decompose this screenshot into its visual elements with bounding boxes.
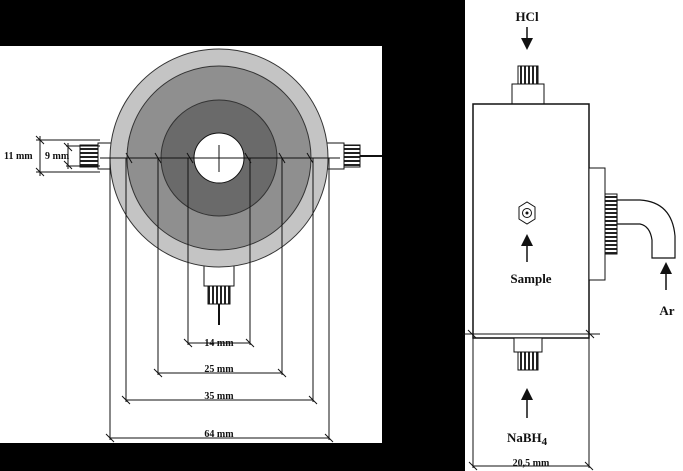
- dimension-25mm: [154, 364, 286, 377]
- right-fitting-icon: [326, 143, 382, 169]
- front-view: [4, 49, 382, 442]
- dim-25mm-label: 25 mm: [204, 364, 234, 375]
- dim-14mm-label: 14 mm: [204, 338, 234, 349]
- sample-label: Sample: [510, 271, 552, 286]
- dimension-14mm: [184, 338, 254, 349]
- ar-outlet-fitting-icon: [589, 168, 675, 280]
- top-fitting-icon: [512, 66, 544, 104]
- dimension-35mm: [122, 391, 317, 404]
- hcl-label: HCl: [515, 9, 539, 24]
- sample-port-icon: [519, 202, 535, 224]
- dim-9mm-label: 9 mm: [45, 151, 70, 162]
- bottom-inlet-fitting-icon: [514, 338, 542, 370]
- dimension-20-5mm: [469, 458, 593, 470]
- dim-11mm-label: 11 mm: [4, 151, 33, 162]
- bottom-fitting-icon: [204, 266, 234, 325]
- dim-35mm-label: 35 mm: [204, 391, 234, 402]
- dim-20-5mm-label: 20,5 mm: [512, 458, 550, 469]
- nabh4-label: NaBH$_4$: [507, 430, 548, 448]
- ar-label: Ar: [659, 303, 675, 318]
- dim-64mm-label: 64 mm: [204, 429, 234, 440]
- dimension-64mm: [106, 429, 333, 442]
- side-view: [463, 9, 675, 470]
